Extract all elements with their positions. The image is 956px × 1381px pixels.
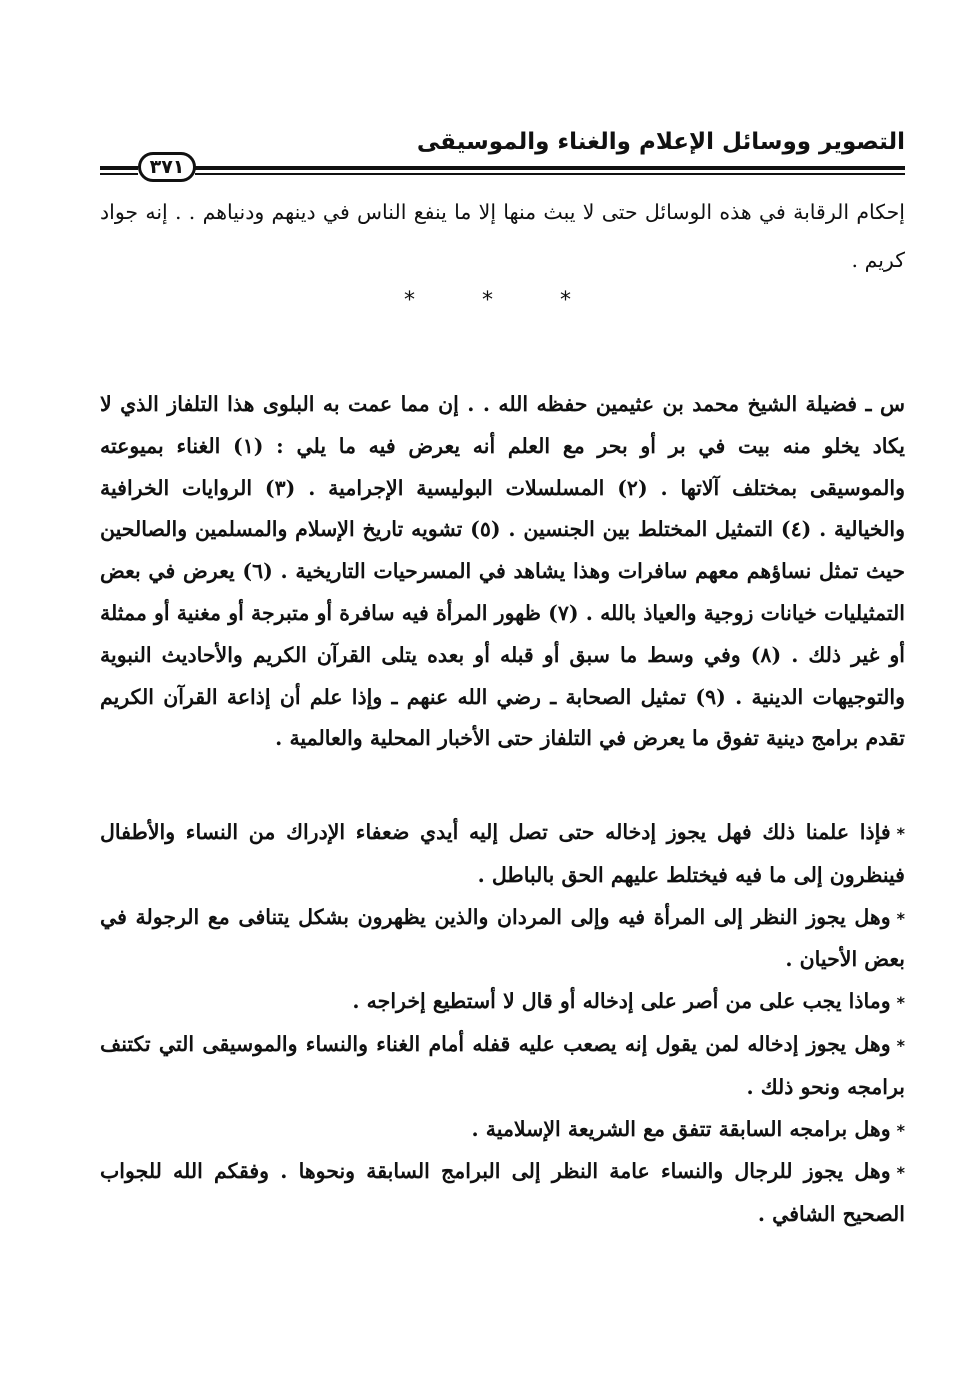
asterisk-icon: *	[896, 824, 905, 843]
sub-question-text: فإذا علمنا ذلك فهل يجوز إدخاله حتى تصل إليه أيدي ضعفاء الإدراك من النساء والأطفال فينظرون إلى ما فيه فيختلط عليهم الحق بالباطل .	[100, 820, 905, 887]
sub-question-text: وهل يجوز إدخاله لمن يقول إنه يصعب عليه قفله أمام الغناء والنساء والموسيقى التي تكتنف برامجه ونحو ذلك .	[100, 1031, 905, 1099]
sub-question-text: وهل برامجه السابقة تتفق مع الشريعة الإسلامية .	[471, 1116, 891, 1141]
page-number: ٣٧١	[138, 152, 196, 182]
sub-question-text: وماذا يجب على من أصر على إدخاله أو قال لا أستطيع إخراجه .	[352, 989, 891, 1014]
question-paragraph	[100, 384, 905, 760]
page-number-ornament	[100, 152, 200, 186]
list-item	[100, 812, 905, 897]
list-item	[100, 1024, 905, 1109]
list-item	[100, 981, 905, 1024]
page-header	[100, 124, 905, 186]
asterisk-icon: *	[896, 1120, 905, 1140]
running-title: التصوير ووسائل الإعلام والغناء والموسيقى	[416, 129, 905, 155]
list-item	[100, 897, 905, 982]
asterisk-icon: *	[896, 908, 905, 928]
sub-question-text: وهل يجوز النظر إلى المرأة فيه وإلى المردان والذين يظهرون بشكل يتنافى مع الرجولة في بعض الأحيان .	[100, 904, 905, 972]
question-text: س ـ فضيلة الشيخ محمد بن عثيمين حفظه الله . . إن مما عمت به البلوى هذا التلفاز الذي لا يكاد يخلو منه بيت في بر أو بحر مع العلم أنه يعرض فيه ما يلي : (١) الغناء بميوعته والموسيقى بمختلف آلاتها . (٢) المسلسلات البوليسية الإجرامية . (٣) الروايات الخرافية والخيالية . (٤) التمثيل المختلط بين الجنسين . (٥) تشويه تاريخ الإسلام والمسلمين والصالحين حيث تمثل نساؤهم معهم سافرات وهذا يشاهد في المسرحيات التاريخية . (٦) يعرض في بعض التمثيليات خيانات زوجية والعياذ بالله . (٧) ظهور المرأة فيه سافرة أو متبرجة أو مغنية أو ممثلة أو غير ذلك . (٨) وفي وسط ما سبق أو قبله أو بعده يتلى القرآن الكريم والأحاديث النبوية والتوجيهات الدينية . (٩) تمثيل الصحابة ـ رضي الله عنهم ـ وإذا علم أن إذاعة القرآن الكريم تقدم برامج دينية تفوق ما يعرض في التلفاز حتى الأخبار المحلية والعالمية .	[100, 392, 906, 751]
list-item	[100, 1151, 905, 1236]
header-rule	[195, 164, 905, 178]
asterisk-icon: *	[896, 993, 905, 1013]
intro-paragraph	[100, 188, 905, 284]
asterisk-icon: *	[896, 1163, 905, 1183]
sub-question-list	[100, 812, 905, 1236]
intro-text: إحكام الرقابة في هذه الوسائل حتى لا يبث منها إلا ما ينفع الناس في دينهم ودنياهم . . إنه جواد كريم .	[100, 200, 905, 272]
page-number-rule	[100, 166, 138, 176]
asterisk-icon: *	[896, 1035, 905, 1055]
sub-question-text: وهل يجوز للرجال والنساء عامة النظر إلى البرامج السابقة ونحوها . وفقكم الله للجواب الصحيح الشافي .	[100, 1159, 905, 1227]
section-separator: * * *	[404, 288, 601, 313]
list-item	[100, 1109, 905, 1152]
